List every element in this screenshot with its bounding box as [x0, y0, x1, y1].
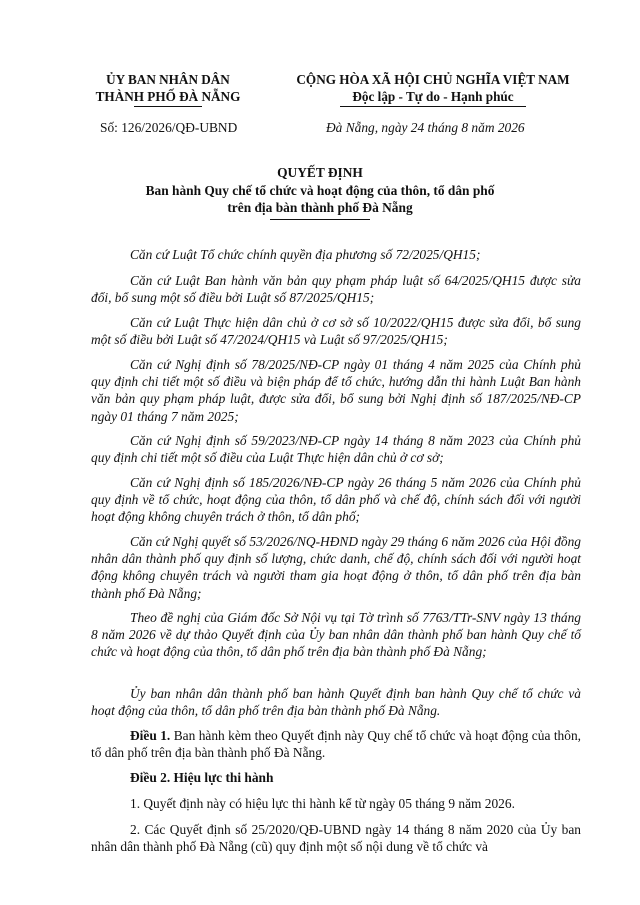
place-and-date: Đà Nẵng, ngày 24 tháng 8 năm 2026: [326, 120, 525, 135]
basis-paragraph: Căn cứ Luật Ban hành văn bản quy phạm pháp luật số 64/2025/QH15 được sửa đổi, bổ sung một số điều bởi Luật số 87/2025/QH15;: [91, 273, 581, 306]
national-motto: Độc lập - Tự do - Hạnh phúc: [352, 89, 514, 104]
document-number: Số: 126/2026/QĐ-UBND: [100, 120, 238, 135]
basis-paragraph: Căn cứ Nghị quyết số 53/2026/NQ-HĐND ngày 29 tháng 6 năm 2026 của Hội đồng nhân dân thành phố quy định số lượng, chức danh, chế độ, chính sách đối với người hoạt động không chuyên trách và người tham gia hoạt động ở thôn, tổ dân phố trên địa bàn thành phố Đà Nẵng;: [91, 534, 581, 601]
issuing-authority-line1: ỦY BAN NHÂN DÂN: [106, 72, 230, 87]
article-1-label: Điều 1.: [130, 728, 171, 743]
motto-underline: [340, 106, 526, 107]
basis-paragraph: Căn cứ Luật Tổ chức chính quyền địa phương số 72/2025/QH15;: [130, 247, 481, 262]
article-2-clause-2: 2. Các Quyết định số 25/2020/QĐ-UBND ngày 14 tháng 8 năm 2020 của Ủy ban nhân dân thành phố Đà Nẵng (cũ) quy định một số nội dung về tổ chức và: [91, 822, 581, 855]
document-subject-line2: trên địa bàn thành phố Đà Nẵng: [227, 200, 413, 215]
authority-underline: [134, 106, 202, 107]
document-subject-line1: Ban hành Quy chế tổ chức và hoạt động của thôn, tổ dân phố: [145, 183, 495, 198]
basis-paragraph: Căn cứ Nghị định số 59/2023/NĐ-CP ngày 14 tháng 8 năm 2023 của Chính phủ quy định chi tiết một số điều của Luật Thực hiện dân chủ ở cơ sở;: [91, 433, 581, 466]
basis-paragraph: Căn cứ Nghị định số 78/2025/NĐ-CP ngày 01 tháng 4 năm 2025 của Chính phủ quy định chi tiết một số điều và biện pháp để tổ chức, hướng dẫn thi hành Luật Ban hành văn bản quy phạm pháp luật, được sửa đổi, bổ sung bởi Nghị định số 187/2025/NĐ-CP ngày 01 tháng 7 năm 2025;: [91, 357, 581, 424]
article-1-text: Ban hành kèm theo Quyết định này Quy chế tổ chức và hoạt động của thôn, tổ dân phố trên địa bàn thành phố Đà Nẵng.: [91, 728, 581, 761]
national-title: CỘNG HÒA XÃ HỘI CHỦ NGHĨA VIỆT NAM: [296, 72, 570, 87]
document-type-heading: QUYẾT ĐỊNH: [277, 165, 363, 180]
article-2-clause-1: 1. Quyết định này có hiệu lực thi hành kể từ ngày 05 tháng 9 năm 2026.: [130, 796, 515, 811]
basis-paragraph: Căn cứ Nghị định số 185/2026/NĐ-CP ngày 26 tháng 5 năm 2026 của Chính phủ quy định về tổ chức, hoạt động của thôn, tổ dân phố và chế độ, chính sách đối với người hoạt động không chuyên trách ở thôn, tổ dân phố;: [91, 475, 581, 525]
basis-paragraph: Căn cứ Luật Thực hiện dân chủ ở cơ sở số 10/2022/QH15 được sửa đổi, bổ sung một số điều bởi Luật số 47/2024/QH15 và Luật số 97/2025/QH15;: [91, 315, 581, 348]
basis-paragraph: Ủy ban nhân dân thành phố ban hành Quyết định ban hành Quy chế tổ chức và hoạt động của thôn, tổ dân phố trên địa bàn thành phố Đà Nẵng.: [91, 686, 581, 719]
article-1: [91, 727, 581, 761]
issuing-authority-line2: THÀNH PHỐ ĐÀ NẴNG: [95, 89, 241, 104]
article-2-heading: Điều 2. Hiệu lực thi hành: [130, 770, 274, 785]
title-underline: [270, 219, 370, 220]
basis-paragraph: Theo đề nghị của Giám đốc Sở Nội vụ tại Tờ trình số 7763/TTr-SNV ngày 13 tháng 8 năm 2026 về dự thảo Quyết định của Ủy ban nhân dân thành phố ban hành Quy chế tổ chức và hoạt động của thôn, tổ dân phố trên địa bàn thành phố Đà Nẵng;: [91, 610, 581, 660]
